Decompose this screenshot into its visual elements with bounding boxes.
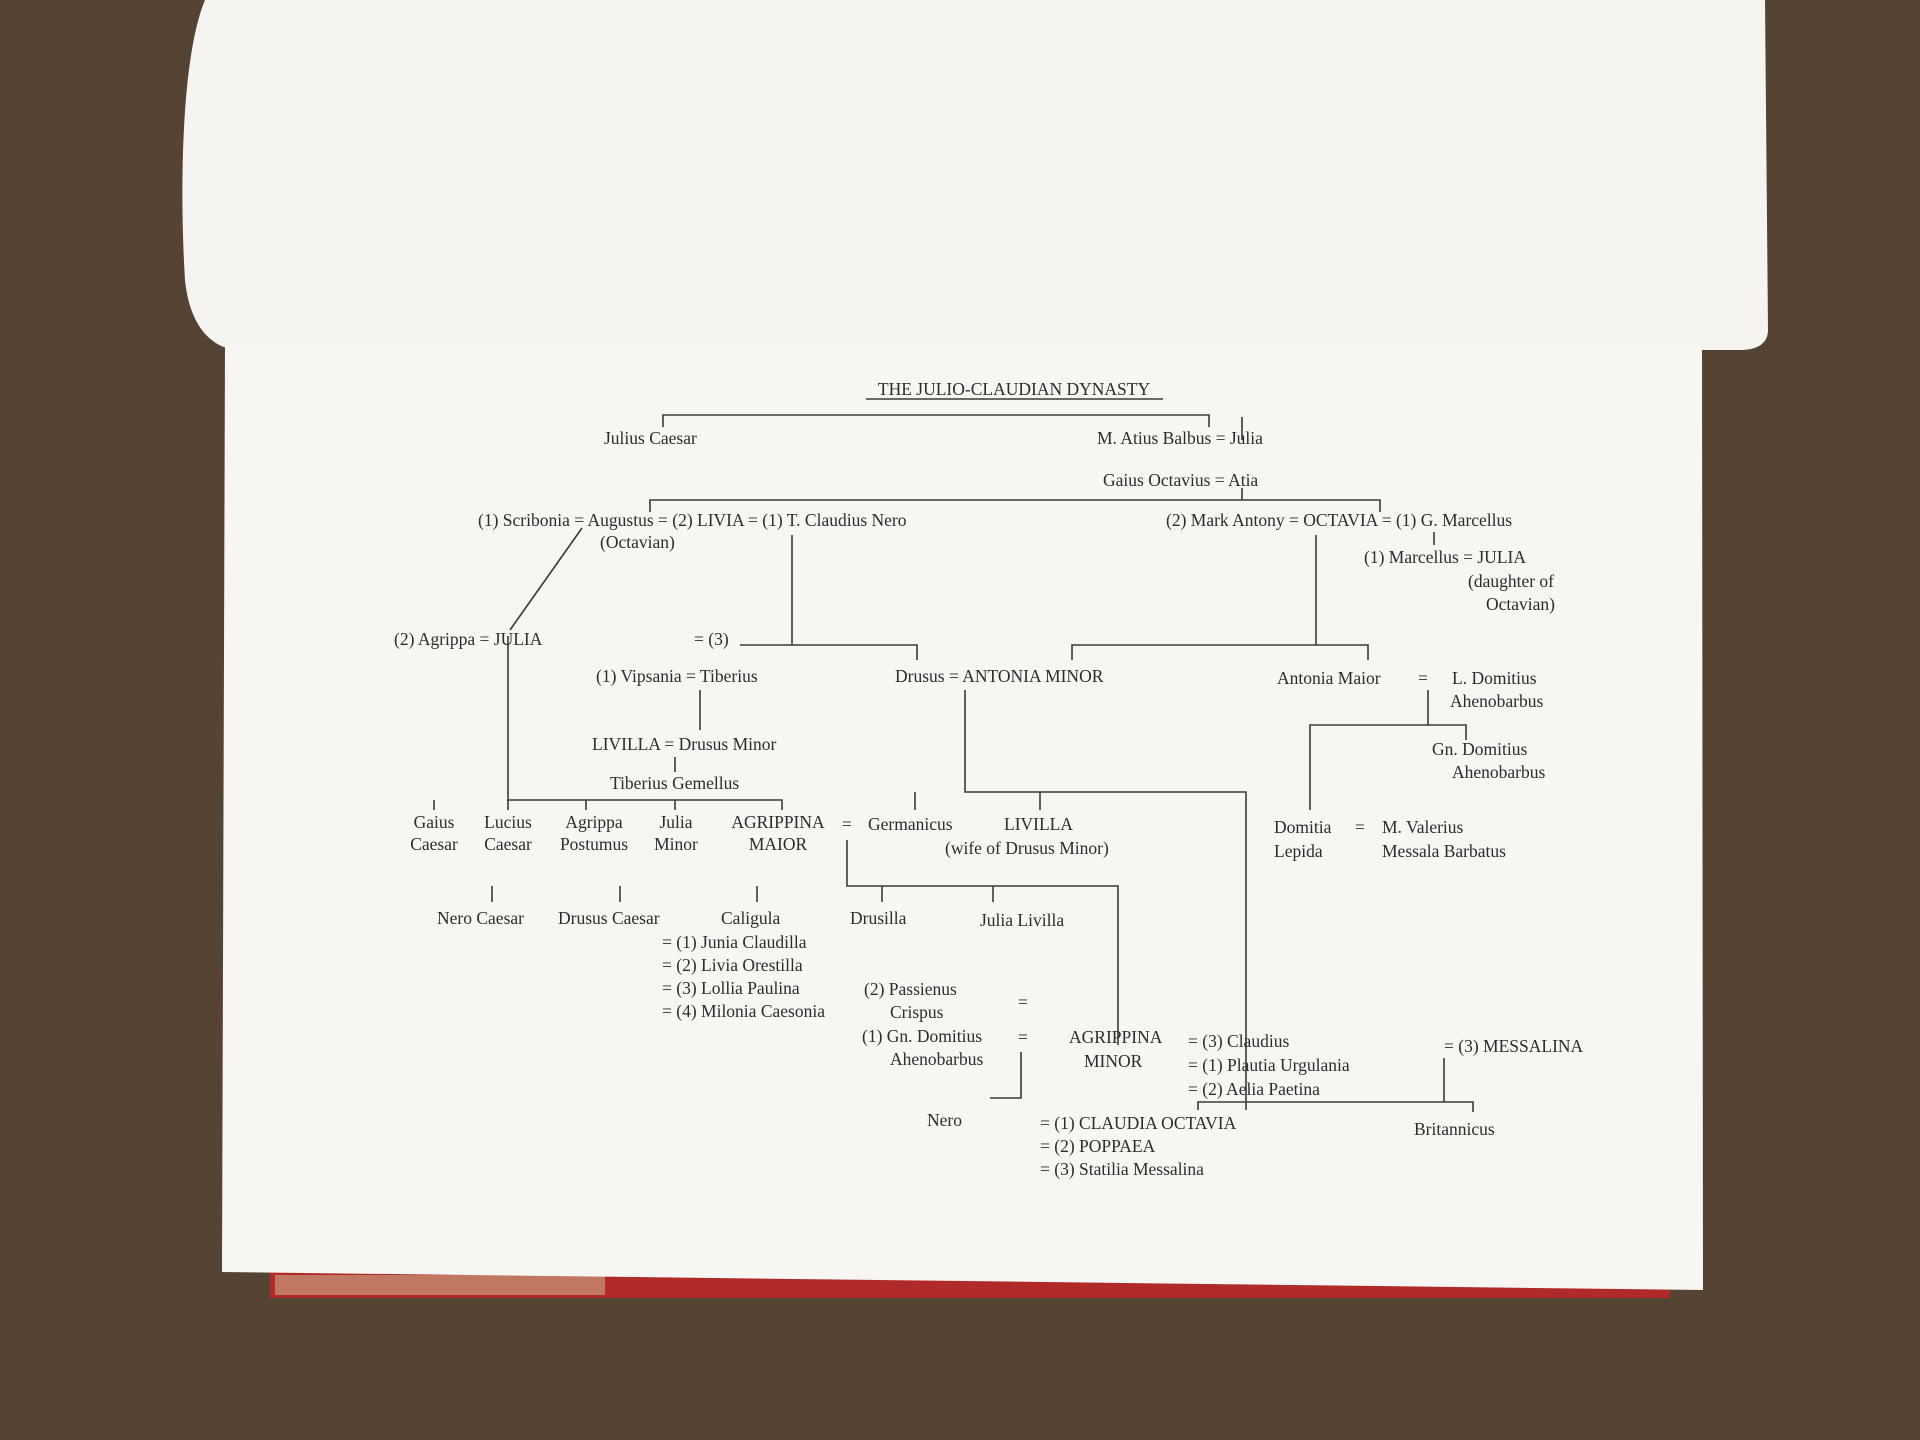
- node-caligula-wife-2: = (2) Livia Orestilla: [662, 955, 803, 975]
- node-marcellus: (1) Marcellus = JULIA: [1364, 547, 1526, 567]
- node-nero-wife-2: = (2) POPPAEA: [1040, 1136, 1156, 1156]
- node-agrippina-minor: AGRIPPINA: [1069, 1027, 1163, 1047]
- node-drusus-antonia: Drusus = ANTONIA MINOR: [895, 666, 1104, 686]
- node-caligula-wife-3: = (3) Lollia Paulina: [662, 978, 800, 998]
- node-agrippa-postumus: Agrippa: [565, 812, 623, 832]
- node-octavian: (Octavian): [600, 532, 675, 552]
- node-paetina: = (2) Aelia Paetina: [1188, 1079, 1320, 1099]
- node-julia-livilla: Julia Livilla: [980, 910, 1065, 930]
- node-gaius-2: Caesar: [410, 834, 458, 854]
- upper-page: [182, 0, 1768, 350]
- node-antonia-maior: Antonia Maior: [1277, 668, 1381, 688]
- node-eq-germanicus: =: [842, 814, 852, 834]
- node-gaius: Gaius: [413, 812, 455, 832]
- node-messala-2: Messala Barbatus: [1382, 841, 1506, 861]
- node-messala: M. Valerius: [1382, 817, 1464, 837]
- node-agrippina-minor-2: MINOR: [1084, 1051, 1143, 1071]
- node-caligula: Caligula: [721, 908, 781, 928]
- node-germanicus: Germanicus: [868, 814, 953, 834]
- node-l-domitius: L. Domitius: [1452, 668, 1537, 688]
- node-eq-gn: =: [1018, 1027, 1028, 1047]
- node-eq-domitia: =: [1355, 817, 1365, 837]
- node-eq-passienus: =: [1018, 992, 1028, 1012]
- node-gn-domitius: Gn. Domitius: [1432, 739, 1528, 759]
- node-caligula-wife-1: = (1) Junia Claudilla: [662, 932, 807, 952]
- node-lucius: Lucius: [484, 812, 532, 832]
- node-agrippina-maior-2: MAIOR: [748, 834, 808, 854]
- node-nero: Nero: [927, 1110, 962, 1130]
- node-octavian-note: Octavian): [1486, 594, 1555, 614]
- node-livilla-drusus-minor: LIVILLA = Drusus Minor: [592, 734, 777, 754]
- node-vipsania-tiberius: (1) Vipsania = Tiberius: [596, 666, 758, 686]
- node-agrippina-maior: AGRIPPINA: [731, 812, 825, 832]
- chart-title: THE JULIO-CLAUDIAN DYNASTY: [877, 379, 1151, 399]
- node-julia-minor-2: Minor: [654, 834, 698, 854]
- node-passienus-2: Crispus: [890, 1002, 944, 1022]
- node-nero-wife-3: = (3) Statilia Messalina: [1040, 1159, 1204, 1179]
- node-octavius: Gaius Octavius = Atia: [1103, 470, 1259, 490]
- node-domitia: Domitia: [1274, 817, 1332, 837]
- node-lucius-2: Caesar: [484, 834, 532, 854]
- node-ahenobarbus-1: Ahenobarbus: [1450, 691, 1544, 711]
- node-domitia-2: Lepida: [1274, 841, 1323, 861]
- node-livilla-2: LIVILLA: [1004, 814, 1074, 834]
- node-passienus: (2) Passienus: [864, 979, 957, 999]
- node-livilla-2b: (wife of Drusus Minor): [945, 838, 1109, 858]
- node-britannicus: Britannicus: [1414, 1119, 1495, 1139]
- node-agrippa-postumus-2: Postumus: [559, 834, 629, 854]
- node-augustus-livia: (1) Scribonia = Augustus = (2) LIVIA = (1) T. Claudius Nero: [478, 510, 907, 530]
- node-julia-minor: Julia: [659, 812, 693, 832]
- node-urgulania: = (1) Plautia Urgulania: [1188, 1055, 1350, 1075]
- node-balbus: M. Atius Balbus = Julia: [1097, 428, 1263, 448]
- node-agrippa-julia: (2) Agrippa = JULIA: [394, 629, 543, 649]
- node-daughter-of: (daughter of: [1468, 571, 1555, 591]
- node-messalina: = (3) MESSALINA: [1444, 1036, 1584, 1056]
- node-gemellus: Tiberius Gemellus: [610, 773, 740, 793]
- node-claudius: = (3) Claudius: [1188, 1031, 1290, 1051]
- node-ahenobarbus-2: Ahenobarbus: [1452, 762, 1546, 782]
- node-julius-caesar: Julius Caesar: [604, 428, 697, 448]
- node-nero-caesar: Nero Caesar: [437, 908, 524, 928]
- node-nero-wife-1: = (1) CLAUDIA OCTAVIA: [1040, 1113, 1237, 1133]
- marbled-edge: [275, 1275, 605, 1295]
- node-eq-antonia: =: [1418, 668, 1428, 688]
- node-drusilla: Drusilla: [850, 908, 907, 928]
- node-antony-octavia: (2) Mark Antony = OCTAVIA = (1) G. Marcellus: [1166, 510, 1513, 530]
- node-gn-domitius-2: (1) Gn. Domitius: [862, 1026, 983, 1046]
- node-gn-domitius-2b: Ahenobarbus: [890, 1049, 984, 1069]
- node-caligula-wife-4: = (4) Milonia Caesonia: [662, 1001, 825, 1021]
- node-drusus-caesar: Drusus Caesar: [558, 908, 660, 928]
- node-eq3: = (3): [694, 629, 729, 649]
